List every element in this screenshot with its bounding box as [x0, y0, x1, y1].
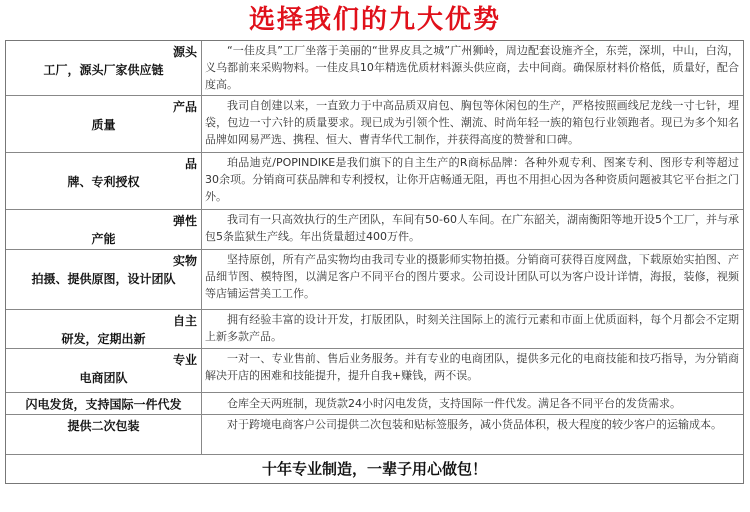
- advantage-row-rnd: [6, 310, 743, 349]
- advantages-table: [5, 40, 744, 484]
- label-line1: 产品: [172, 100, 197, 114]
- advantage-row-source-factory: [6, 41, 743, 96]
- label-line2: 产能: [91, 232, 116, 246]
- row-description: 一对一、专业售前、售后业务服务。并有专业的电商团队，提供多元化的电商技能和技巧指导，为分销商解决开店的困难和技能提升，提升自我+赚钱，两不误。: [205, 352, 739, 382]
- footer-slogan: 十年专业制造，一辈子用心做包！: [261, 460, 487, 478]
- row-label: [6, 310, 202, 348]
- row-description: 拥有经验丰富的设计开发，打版团队，时刻关注国际上的流行元素和市面上优质面料，每个月都会不定期上新多款产品。: [205, 313, 739, 343]
- row-description: 我司自创建以来，一直致力于中高品质双肩包、胸包等休闲包的生产，严格按照画线尼龙线一寸七针，埋袋，包边一寸六针的质量要求。现已成为引领个性、潮流、时尚年轻一族的箱包行业领跑者。现已为多个知名品牌如网易严选、携程、恒大、曹青华代工制作，并获得高度的赞誉和口碑。: [205, 99, 739, 146]
- label-line1: 实物: [172, 254, 197, 268]
- advantage-row-photography-design: [6, 250, 743, 310]
- row-description: 我司有一只高效执行的生产团队，车间有50-60人车间。在广东韶关，湖南衡阳等地开设5个工厂，并与承包5条监狱生产线。年出货量超过400万件。: [205, 213, 739, 243]
- row-label: [6, 153, 202, 209]
- label-line2: 工厂，源头厂家供应链: [43, 63, 164, 77]
- advantage-row-brand-patent: [6, 153, 743, 210]
- label-line2: 质量: [91, 118, 116, 132]
- row-label: [6, 41, 202, 95]
- row-label: [6, 96, 202, 152]
- row-description: 珀品迪克/POPINDIKE是我们旗下的自主生产的R商标品牌：各种外观专利、图案专利、图形专利等超过30余项。分销商可获品牌和专利授权，让你开店畅通无阻，再也不用担心因为各种资质问题被其它平台拒之门外。: [205, 156, 739, 203]
- label-line2: 电商团队: [79, 371, 128, 385]
- advantage-row-fast-shipping: [6, 393, 743, 415]
- label-line1: 源头: [172, 45, 197, 59]
- advantage-row-capacity: [6, 210, 743, 250]
- label-line1: 自主: [172, 314, 197, 328]
- row-label: [6, 349, 202, 392]
- label-line1: 提供二次包装: [67, 419, 140, 433]
- advantage-row-ecommerce-team: [6, 349, 743, 393]
- label-line1: 闪电发货，支持国际一件代发: [25, 397, 182, 411]
- row-description: “一佳皮具”工厂坐落于美丽的“世界皮具之城”广州狮岭，周边配套设施齐全，东莞，深圳，中山，白沟，义乌都前来采购物料。一佳皮具10年精选优质材料源头供应商，去中间商。确保原材料价格低，质量好，配合度高。: [205, 44, 739, 91]
- row-label: [6, 415, 202, 454]
- label-line1: 弹性: [172, 214, 197, 228]
- row-description: 对于跨境电商客户公司提供二次包装和贴标签服务，减小货品体积，极大程度的较少客户的运输成本。: [227, 418, 722, 431]
- label-line2: 拍摄、提供原图，设计团队: [31, 272, 176, 286]
- label-line2: 牌、专利授权: [67, 175, 140, 189]
- row-description: 仓库全天两班制，现货款24小时闪电发货，支持国际一件代发。满足各不同平台的发货需求。: [227, 397, 681, 410]
- row-description: 坚持原创，所有产品实物均由我司专业的摄影师实物拍摄。分销商可获得百度网盘，下载原始实拍图、产品细节图、模特图，以满足客户不同平台的图片要求。公司设计团队可以为客户设计详情，海报，装修，视频等店铺运营美工工作。: [205, 253, 739, 300]
- advantage-row-quality: [6, 96, 743, 153]
- label-line2: 研发，定期出新: [61, 332, 146, 346]
- row-label: [6, 393, 202, 414]
- advantage-row-repackaging: [6, 415, 743, 455]
- page-title: 选择我们的九大优势: [248, 5, 501, 35]
- label-line1: 品: [184, 157, 197, 171]
- row-label: [6, 210, 202, 249]
- row-label: [6, 250, 202, 309]
- label-line1: 专业: [172, 353, 197, 367]
